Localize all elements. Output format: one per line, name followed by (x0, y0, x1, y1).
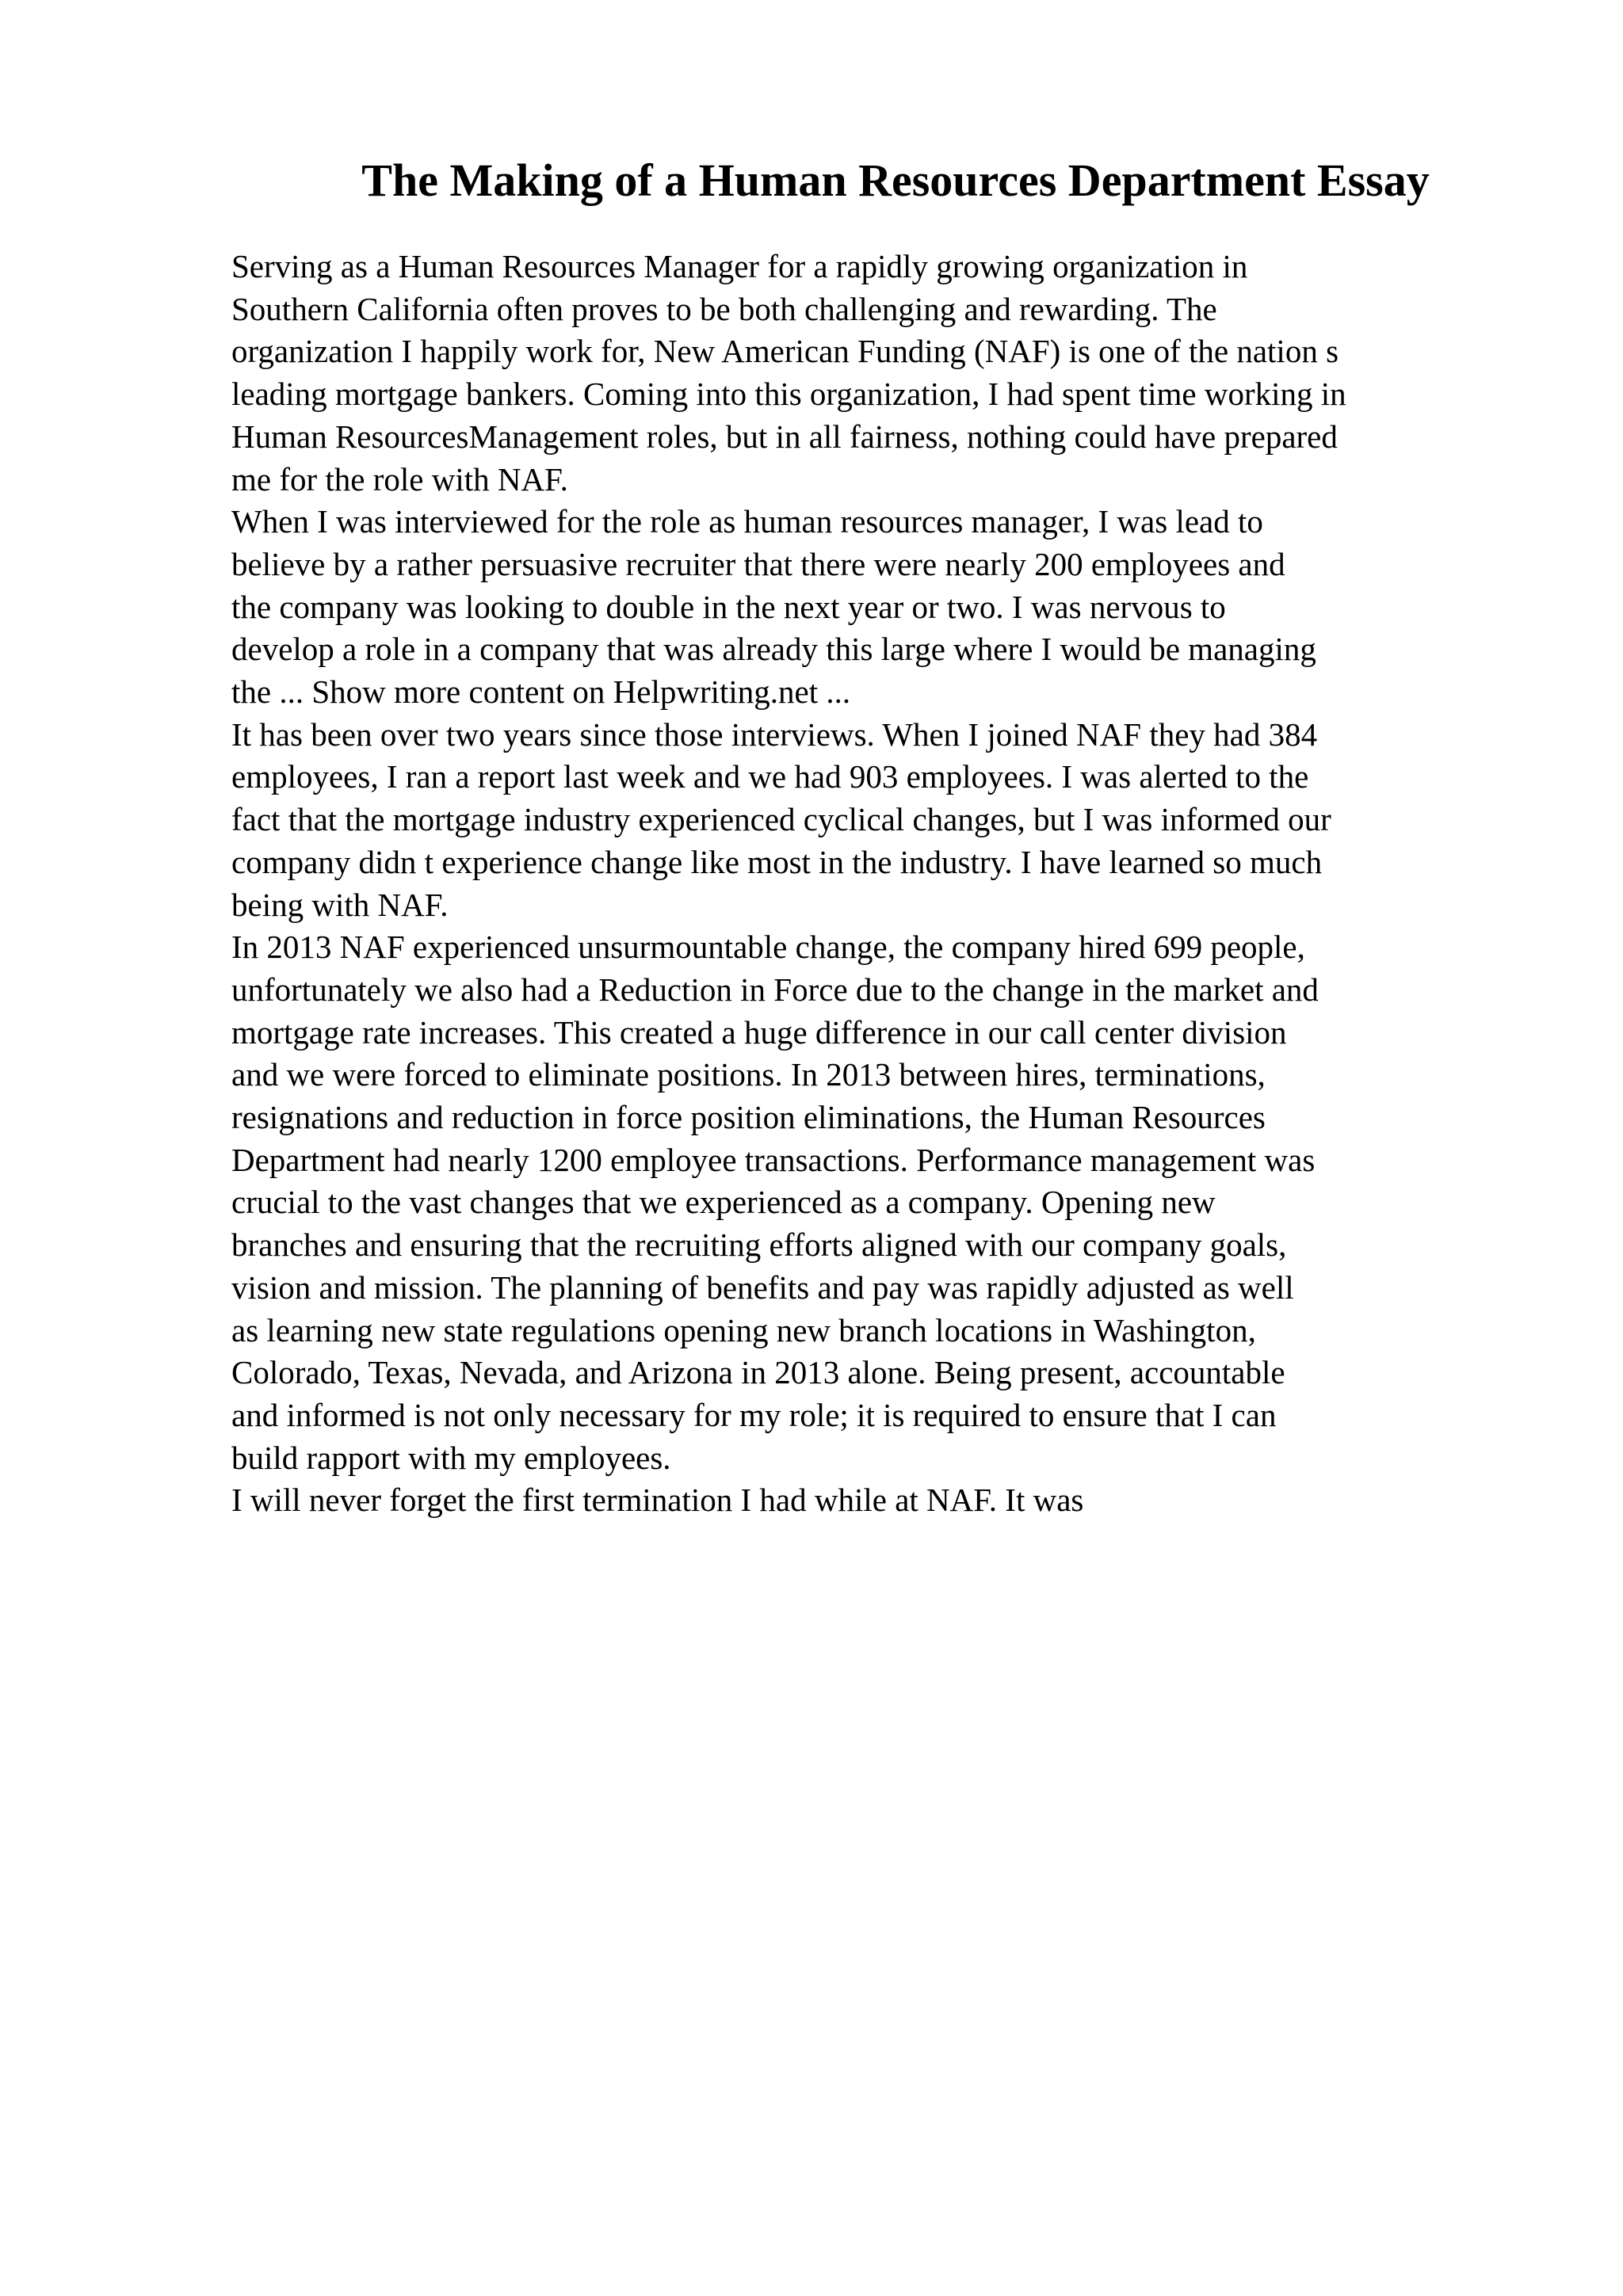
body-line: develop a role in a company that was already this large where I would be managing (231, 631, 1316, 668)
body-line: crucial to the vast changes that we experienced as a company. Opening new (231, 1184, 1216, 1221)
body-line: believe by a rather persuasive recruiter that there were nearly 200 employees and (231, 545, 1285, 582)
body-line: company didn t experience change like most in the industry. I have learned so much (231, 843, 1323, 880)
document-title: The Making of a Human Resources Department Essay (361, 154, 1430, 206)
body-line: branches and ensuring that the recruiting efforts aligned with our company goals, (231, 1226, 1287, 1264)
body-line: resignations and reduction in force position eliminations, the Human Resources (231, 1099, 1266, 1136)
body-line: organization I happily work for, New American Funding (NAF) is one of the nation s (231, 333, 1339, 370)
body-line: Southern California often proves to be both challenging and rewarding. The (231, 290, 1217, 327)
body-line: employees, I ran a report last week and we had 903 employees. I was alerted to the (231, 758, 1309, 795)
body-line: build rapport with my employees. (231, 1439, 671, 1476)
body-line: Colorado, Texas, Nevada, and Arizona in 2013 alone. Being present, accountable (231, 1354, 1285, 1391)
body-line: vision and mission. The planning of benefits and pay was rapidly adjusted as well (231, 1268, 1294, 1306)
body-line: unfortunately we also had a Reduction in Force due to the change in the market and (231, 971, 1319, 1008)
body-line: fact that the mortgage industry experienced cyclical changes, but I was informed our (231, 801, 1331, 838)
body-line: Department had nearly 1200 employee transactions. Performance management was (231, 1141, 1316, 1178)
body-line: When I was interviewed for the role as human resources manager, I was lead to (231, 503, 1263, 540)
body-line: being with NAF. (231, 886, 449, 923)
body-line: leading mortgage bankers. Coming into this organization, I had spent time working in (231, 376, 1346, 413)
body-line: mortgage rate increases. This created a huge difference in our call center division (231, 1013, 1287, 1051)
body-line: It has been over two years since those interviews. When I joined NAF they had 384 (231, 715, 1318, 753)
body-line: and we were forced to eliminate positions. In 2013 between hires, terminations, (231, 1056, 1266, 1093)
document-body (231, 246, 1515, 1522)
body-line: as learning new state regulations opening new branch locations in Washington, (231, 1311, 1256, 1348)
body-line: I will never forget the first termination I had while at NAF. It was (231, 1482, 1084, 1519)
body-line: In 2013 NAF experienced unsurmountable change, the company hired 699 people, (231, 929, 1305, 966)
body-line: Human ResourcesManagement roles, but in all fairness, nothing could have prepared (231, 418, 1338, 455)
body-line: the company was looking to double in the next year or two. I was nervous to (231, 588, 1226, 625)
body-line: me for the role with NAF. (231, 460, 568, 498)
body-line: the ... Show more content on Helpwriting.net ... (231, 673, 851, 711)
body-line: and informed is not only necessary for my role; it is required to ensure that I can (231, 1396, 1277, 1433)
body-line: Serving as a Human Resources Manager for a rapidly growing organization in (231, 248, 1248, 284)
